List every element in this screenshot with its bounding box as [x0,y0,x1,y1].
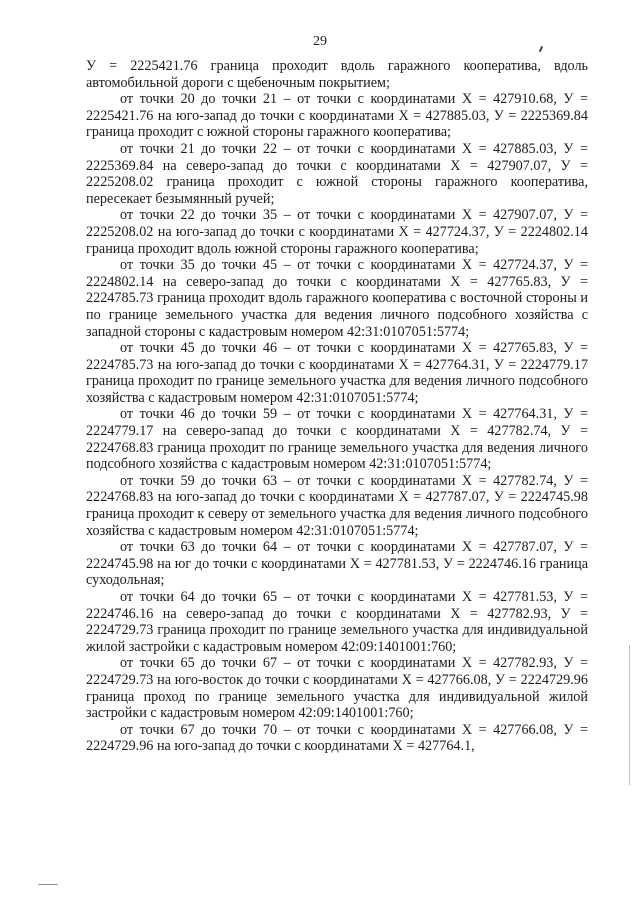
paragraph: от точки 22 до точки 35 – от точки с координатами Х = 427907.07, У = 2225208.02 на юго-запад до точки с координатами Х = 427724.37, У = 2224802.14 граница проходит вдоль южной стороны гаражного кооператива; [86,207,588,257]
document-body [86,58,588,755]
page-number: 29 [313,34,327,49]
paragraph: от точки 63 до точки 64 – от точки с координатами Х = 427787.07, У = 2224745.98 на юг до точки с координатами Х = 427781.53, У = 2224746.16 граница суходольная; [86,539,588,589]
paragraph: от точки 64 до точки 65 – от точки с координатами Х = 427781.53, У = 2224746.16 на северо-запад до точки с координатами Х = 427782.93, У = 2224729.73 граница проходит по границе земельного участка для индивидуальной жилой застройки с кадастровым номером 42:09:1401001:760; [86,589,588,655]
paragraph: от точки 45 до точки 46 – от точки с координатами Х = 427765.83, У = 2224785.73 на юго-запад до точки с координатами Х = 427764.31, У = 2224779.17 граница проходит по границе земельного участка для ведения личного подсобного хозяйства с кадастровым номером 42:31:0107051:5774; [86,340,588,406]
paragraph: У = 2225421.76 граница проходит вдоль гаражного кооператива, вдоль автомобильной дороги с щебеночным покрытием; [86,58,588,91]
scan-artifact-line [629,645,630,785]
scan-artifact-mark [38,884,58,885]
paragraph: от точки 20 до точки 21 – от точки с координатами Х = 427910.68, У = 2225421.76 на юго-запад до точки с координатами Х = 427885.03, У = 2225369.84 граница проходит с южной стороны гаражного кооператива; [86,91,588,141]
paragraph: от точки 46 до точки 59 – от точки с координатами Х = 427764.31, У = 2224779.17 на северо-запад до точки с координатами Х = 427782.74, У = 2224768.83 граница проходит по границе земельного участка для ведения личного подсобного хозяйства с кадастровым номером 42:31:0107051:5774; [86,406,588,473]
paragraph: от точки 21 до точки 22 – от точки с координатами Х = 427885.03, У = 2225369.84 на северо-запад до точки с координатами Х = 427907.07, У = 2225208.02 граница проходит с южной стороны гаражного кооператива, пересекает безымянный ручей; [86,140,588,207]
paragraph: от точки 59 до точки 63 – от точки с координатами Х = 427782.74, У = 2224768.83 на юго-запад до точки с координатами Х = 427787.07, У = 2224745.98 граница проходит к северу от земельного участка для ведения личного подсобного хозяйства с кадастровым номером 42:31:0107051:5774; [86,472,588,539]
paragraph: от точки 35 до точки 45 – от точки с координатами Х = 427724.37, У = 2224802.14 на северо-запад до точки с координатами Х = 427765.83, У = 2224785.73 граница проходит вдоль гаражного кооператива с восточной стороны и по границе земельного участка для ведения личного подсобного хозяйства с западной стороны с кадастровым номером 42:31:0107051:5774; [86,257,588,340]
paragraph: от точки 67 до точки 70 – от точки с координатами Х = 427766.08, У = 2224729.96 на юго-запад до точки с координатами Х = 427764.1, [86,721,588,755]
paragraph: от точки 65 до точки 67 – от точки с координатами Х = 427782.93, У = 2224729.73 на юго-восток до точки с координатами Х = 427766.08, У = 2224729.96 граница проход по границе земельного участка для индивидуальной жилой застройки с кадастровым номером 42:09:1401001:760; [86,655,588,722]
